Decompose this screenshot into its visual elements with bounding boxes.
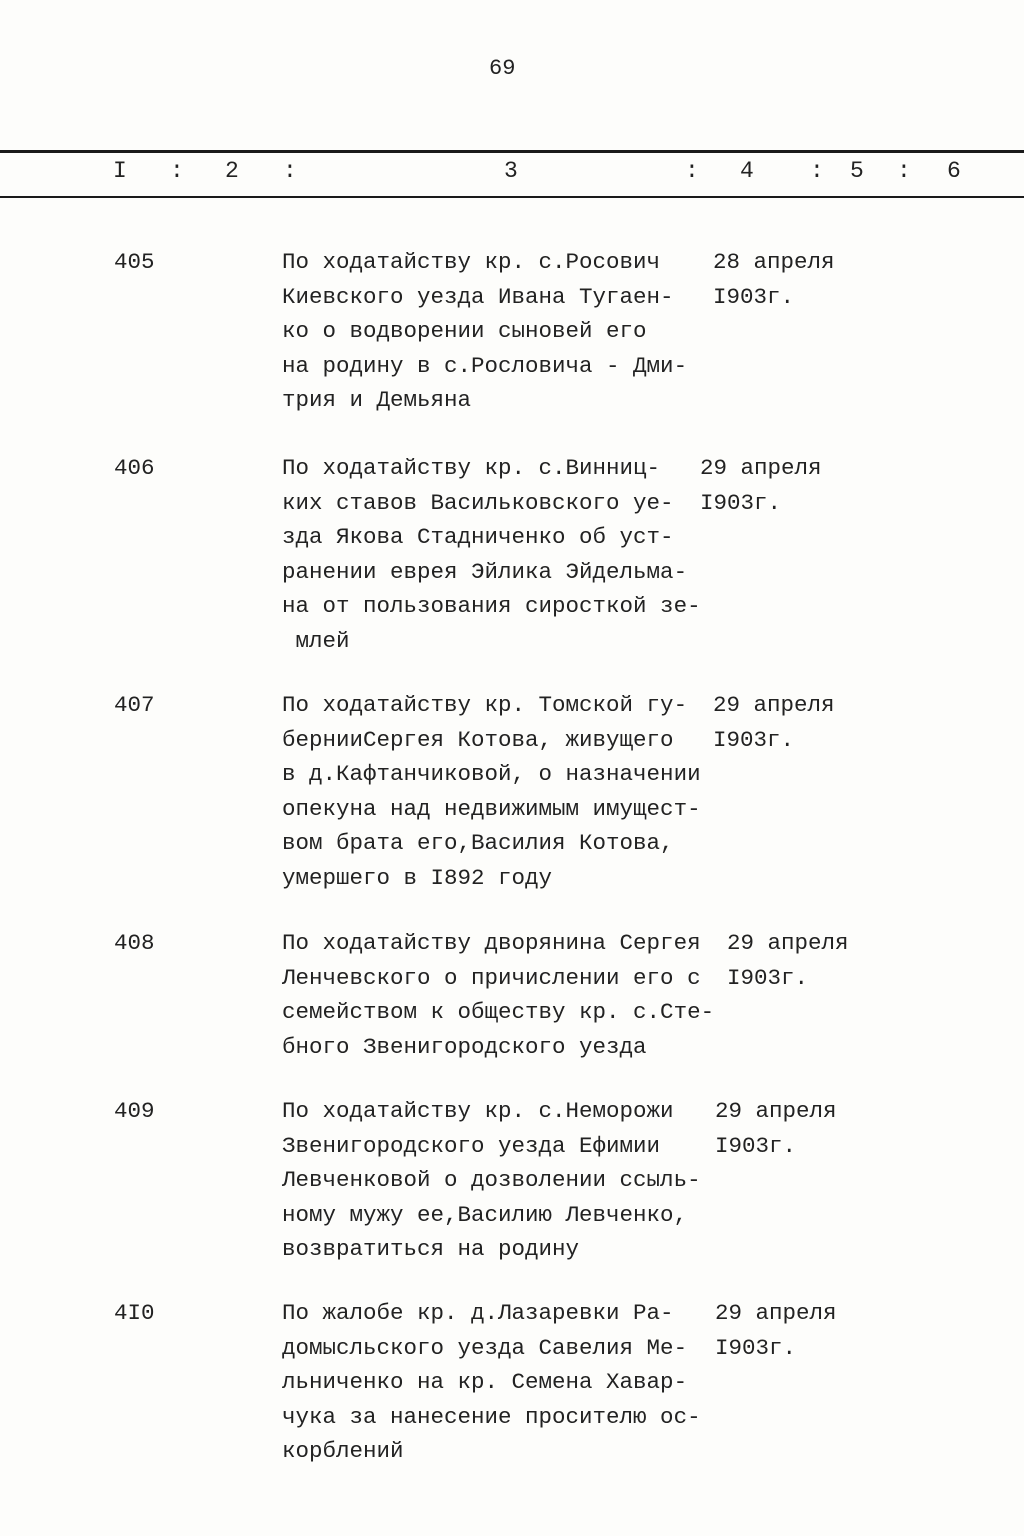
date-line: I903г. — [727, 964, 809, 991]
description-line: По жалобе кр. д.Лазаревки Ра- — [282, 1300, 674, 1326]
col-sep: : — [685, 158, 699, 184]
page-number: 69 — [489, 56, 516, 81]
entry-date — [713, 688, 835, 757]
entry-description — [282, 688, 701, 895]
date-line: 29 апреля — [713, 692, 835, 718]
description-line: По ходатайству дворянина Сергея — [282, 930, 701, 956]
description-line: ранении еврея Эйлика Эйдельма- — [282, 558, 688, 585]
description-line: возвратиться на родину — [282, 1236, 580, 1262]
entry-number: 408 — [114, 930, 155, 956]
entry-number: 405 — [114, 249, 155, 275]
description-line: на от пользования сиросткой зе- — [282, 593, 701, 619]
description-line: ко о водворении сыновей его — [282, 318, 647, 344]
col-sep: : — [897, 158, 911, 184]
entry-number: 406 — [114, 455, 155, 481]
description-line: ному мужу ее,Василию Левченко, — [282, 1201, 688, 1228]
entry-description — [282, 1094, 701, 1267]
description-line: По ходатайству кр. Томской гу- — [282, 692, 688, 718]
entry-number: 4I0 — [114, 1300, 155, 1326]
entry-date — [713, 245, 835, 314]
entry-description — [282, 451, 701, 658]
entry-date — [715, 1094, 837, 1163]
entry-description — [282, 926, 714, 1064]
description-line: Ленчевского о причислении его с — [282, 964, 701, 991]
description-line: Звенигородского уезда Ефимии — [282, 1132, 661, 1159]
header-bottom-rule — [0, 196, 1024, 198]
description-line: опекуна над недвижимым имущест- — [282, 795, 701, 822]
description-line: в д.Кафтанчиковой, о назначении — [282, 761, 701, 787]
description-line: Левченковой о дозволении ссыль- — [282, 1167, 701, 1193]
date-line: I903г. — [713, 726, 795, 753]
description-line: на родину в с.Pословича - Дми- — [282, 352, 688, 379]
description-line: корблений — [282, 1438, 404, 1464]
date-line: 29 апреля — [715, 1098, 837, 1124]
date-line: I903г. — [715, 1334, 797, 1361]
entry-description — [282, 1296, 701, 1469]
description-line: По ходатайству кр. с.Росович — [282, 249, 661, 275]
date-line: 28 апреля — [713, 249, 835, 275]
col-2: 2 — [225, 158, 239, 184]
col-1: I — [113, 158, 127, 184]
description-line: трия и Демьяна — [282, 387, 472, 413]
description-line: бного Звенигородского уезда — [282, 1033, 647, 1060]
date-line: I903г. — [700, 489, 782, 516]
col-sep: : — [170, 158, 184, 184]
description-line: зда Якова Стадниченко об уст- — [282, 524, 674, 550]
description-line: вом брата его,Василия Котова, — [282, 830, 674, 856]
col-4: 4 — [740, 158, 754, 184]
col-3: 3 — [504, 158, 518, 184]
description-line: умершего в I892 году — [282, 864, 553, 891]
description-line: семейством к обществу кр. с.Сте- — [282, 999, 715, 1025]
col-sep: : — [283, 158, 297, 184]
entry-date — [727, 926, 849, 995]
description-line: бернииСергея Котова, живущего — [282, 726, 674, 753]
date-line: I903г. — [715, 1132, 797, 1159]
description-line: Киевского уезда Ивана Тугаен- — [282, 283, 674, 310]
date-line: 29 апреля — [727, 930, 849, 956]
description-line: По ходатайству кр. с.Винниц- — [282, 455, 661, 481]
date-line: I903г. — [713, 283, 795, 310]
description-line: ких ставов Васильковского уе- — [282, 489, 674, 516]
entry-number: 407 — [114, 692, 155, 718]
description-line: По ходатайству кр. с.Неморожи — [282, 1098, 674, 1124]
date-line: 29 апреля — [700, 455, 822, 481]
description-line: млей — [282, 627, 350, 654]
description-line: домысльского уезда Савелия Ме- — [282, 1334, 688, 1361]
col-6: 6 — [947, 158, 961, 184]
date-line: 29 апреля — [715, 1300, 837, 1326]
col-5: 5 — [850, 158, 864, 184]
entry-description — [282, 245, 687, 418]
header-top-rule — [0, 150, 1024, 153]
entry-date — [715, 1296, 837, 1365]
entry-number: 409 — [114, 1098, 155, 1124]
entry-date — [700, 451, 822, 520]
description-line: льниченко на кр. Семена Хавар- — [282, 1369, 688, 1395]
description-line: чука за нанесение просителю ос- — [282, 1403, 701, 1430]
col-sep: : — [810, 158, 824, 184]
